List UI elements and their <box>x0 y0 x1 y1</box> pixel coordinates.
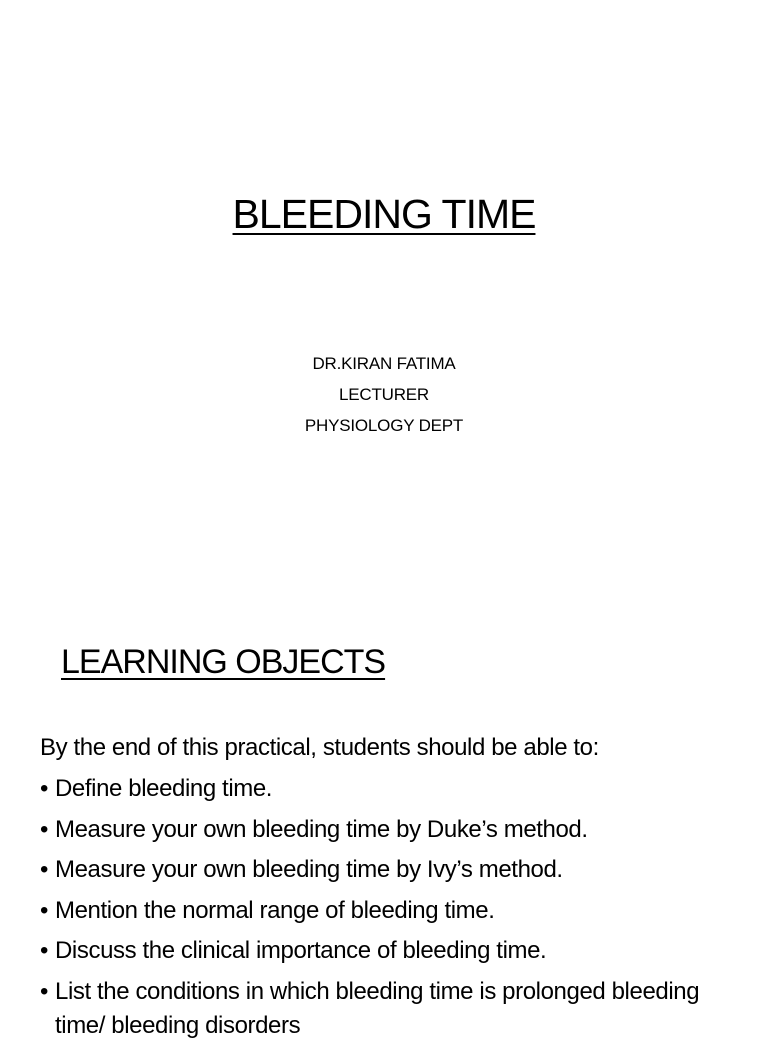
list-item <box>40 934 755 968</box>
bullet-icon: • <box>40 977 49 1005</box>
objective-text: Measure your own bleeding time by Ivy’s method. <box>55 856 563 884</box>
presenter-department: PHYSIOLOGY DEPT <box>304 416 464 435</box>
slide-heading: LEARNING OBJECTS <box>61 643 386 681</box>
objective-text: Define bleeding time. <box>55 775 273 802</box>
objective-text: List the conditions in which bleeding time is prolonged bleeding time/ bleeding disorders <box>55 977 700 1039</box>
objective-text: Discuss the clinical importance of bleeding time. <box>55 937 547 965</box>
bullet-icon: • <box>40 775 49 802</box>
presenter-name: DR.KIRAN FATIMA <box>312 354 456 373</box>
objective-text: Measure your own bleeding time by Duke’s method. <box>55 815 588 843</box>
intro-text: By the end of this practical, students should be able to: <box>40 734 599 761</box>
list-item <box>40 894 755 928</box>
list-item <box>40 813 755 847</box>
presenter-info <box>0 348 768 441</box>
learning-objects-slide <box>0 576 768 1039</box>
objective-text: Mention the normal range of bleeding time. <box>55 896 495 924</box>
list-item <box>40 772 755 806</box>
presenter-role: LECTURER <box>338 385 430 404</box>
list-item <box>40 853 755 887</box>
objectives-list <box>40 772 755 1050</box>
slide-title: BLEEDING TIME <box>232 191 536 237</box>
bullet-icon: • <box>40 856 49 884</box>
bullet-icon: • <box>40 896 49 924</box>
list-item <box>40 975 755 1043</box>
bullet-icon: • <box>40 937 49 965</box>
bullet-icon: • <box>40 815 49 843</box>
